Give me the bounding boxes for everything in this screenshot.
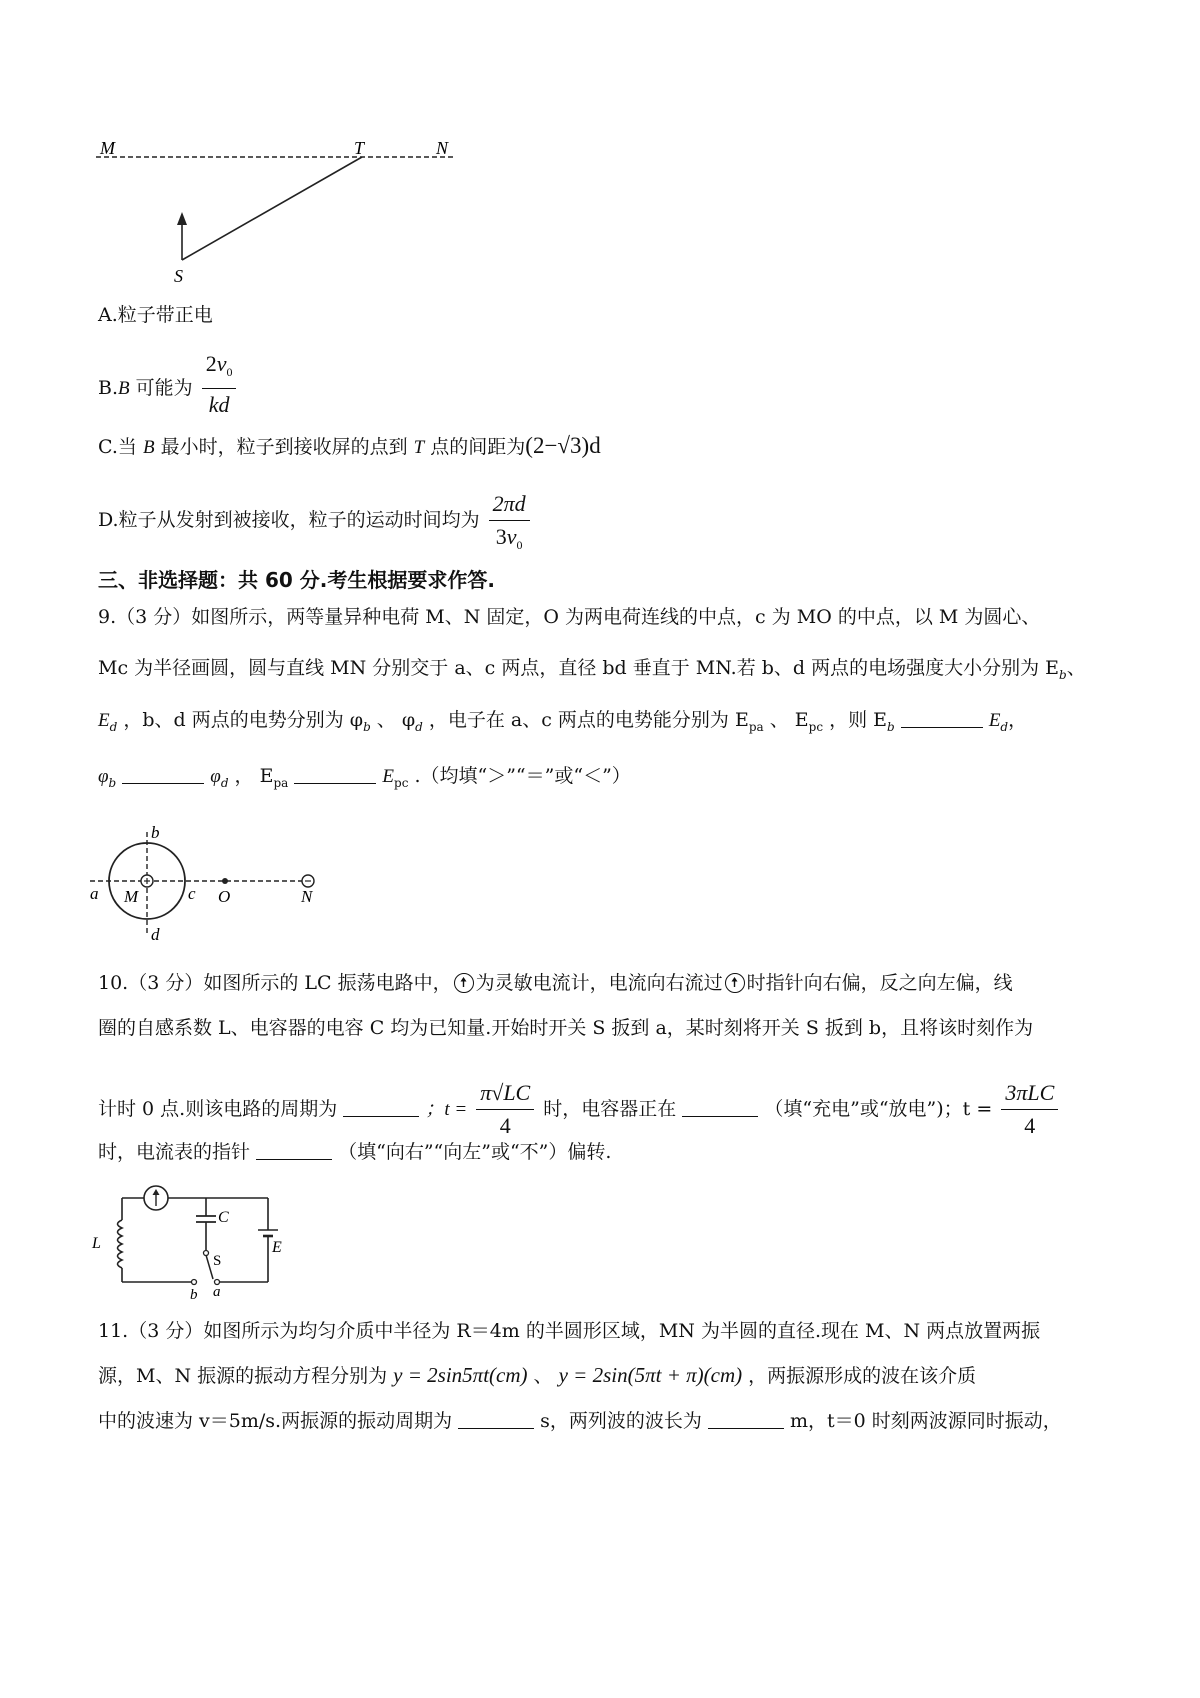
- q10-line4: 时，电流表的指针 （填“向右”“向左”或“不”）偏转.: [98, 1141, 612, 1163]
- q11-equation-1: y = 2sin5πt(cm): [393, 1363, 528, 1387]
- q9-line2: Mc 为半径画圆，圆与直线 MN 分别交于 a、c 两点，直径 bd 垂直于 MN.若 b、d 两点的电场强度大小分别为 $E_b$、: [98, 657, 1086, 682]
- q10-blank-1[interactable]: [343, 1098, 419, 1117]
- switch-pivot: [204, 1251, 209, 1256]
- label-a: a: [90, 884, 99, 903]
- q11-line3: 中的波速为 v＝5m/s.两振源的振动周期为 s，两列波的波长为 m，t＝0 时刻两波源同时振动，: [98, 1410, 1062, 1432]
- label-b: b: [151, 823, 160, 842]
- q10-blank-2[interactable]: [682, 1098, 758, 1117]
- contact-b: [192, 1280, 197, 1285]
- q11-equation-2: y = 2sin(5πt + π)(cm): [558, 1363, 743, 1387]
- option-b: B.B 可能为 $\frac{2v_0}{kd}$: [98, 350, 239, 419]
- q11-line1: 11.（3 分）如图所示为均匀介质中半径为 R＝4m 的半圆形区域，MN 为半圆的直径.现在 M、N 两点放置两振: [98, 1320, 1041, 1342]
- option-c-expression: (2−√3)d: [525, 433, 601, 458]
- st-line: [182, 157, 362, 260]
- option-d-fraction: $\frac{2\pi d}{3v_0}$: [489, 490, 530, 559]
- q10-line1: 10.（3 分）如图所示的 LC 振荡电路中， 为灵敏电流计，电流向右流过 时指针向右偏，反之向左偏，线: [98, 972, 1013, 994]
- q11-line2: 源，M、N 振源的振动方程分别为 y = 2sin5πt(cm) 、 y = 2sin(5πt + π)(cm) ，两振源形成的波在该介质: [98, 1363, 977, 1387]
- q9-line4: $\varphi_b$ $\varphi_d$ ， $E_{pa}$ $E_{pc}$ .（均填“＞”“＝”或“＜”）: [98, 765, 631, 790]
- label-d: d: [151, 925, 160, 944]
- q10-fraction-1: $\frac{\pi√LC}{4}$: [476, 1079, 534, 1140]
- galvanometer-icon: [725, 973, 745, 993]
- q9-blank-3[interactable]: [294, 765, 376, 784]
- q9-line3: $E_d$ ，b、d 两点的电势分别为 $\varphi_b$ 、 $\varphi_d$ ，电子在 a、c 两点的电势能分别为 $E_{pa}$ 、 $E_{pc}$ ，则 $E_b$ $E_d$，: [98, 709, 1028, 734]
- q10-fraction-2: $\frac{\text{3πLC}}{4}$: [1001, 1079, 1058, 1140]
- point-O: [222, 878, 228, 884]
- option-b-fraction: $\frac{2v_0}{kd}$: [202, 350, 237, 419]
- label-a: a: [213, 1284, 221, 1300]
- q10-blank-3[interactable]: [256, 1141, 332, 1160]
- q11-blank-1[interactable]: [458, 1410, 534, 1429]
- q9-blank-2[interactable]: [122, 765, 204, 784]
- switch-arm: [206, 1255, 213, 1279]
- galvanometer-icon: [454, 973, 474, 993]
- q9-blank-1[interactable]: [901, 709, 983, 728]
- option-d: D.粒子从发射到被接收，粒子的运动时间均为 $\frac{2\pi d}{3v_0}$: [98, 490, 533, 559]
- label-S: S: [213, 1253, 222, 1269]
- q10-lc-circuit-diagram: [86, 1180, 286, 1302]
- option-c: C.当 B 最小时，粒子到接收屏的点到 T 点的间距为(2−√3)d: [98, 433, 601, 458]
- label-S: S: [174, 266, 183, 286]
- figure-mtn-diagram: [90, 130, 470, 290]
- q11-blank-2[interactable]: [708, 1410, 784, 1429]
- label-N: N: [436, 138, 449, 158]
- q10-line3: 计时 0 点.则该电路的周期为 ；t = $\frac{\pi√LC}{4}$ 时，电容器正在 （填“充电”或“放电”)；t = $\frac{\text{3πLC}}{4}$: [98, 1079, 1061, 1140]
- label-M: M: [100, 138, 115, 158]
- label-L: L: [92, 1235, 101, 1252]
- q9-charge-diagram: [86, 822, 336, 944]
- arrow-head: [177, 212, 187, 225]
- section-heading: 三、非选择题：共 60 分.考生根据要求作答.: [98, 568, 495, 592]
- option-a: A.粒子带正电: [98, 304, 213, 326]
- q9-line1: 9.（3 分）如图所示，两等量异种电荷 M、N 固定，O 为两电荷连线的中点，c 为 MO 的中点，以 M 为圆心、: [98, 606, 1041, 628]
- label-O: O: [218, 887, 231, 906]
- q10-line2: 圈的自感系数 L、电容器的电容 C 均为已知量.开始时开关 S 扳到 a，某时刻将开关 S 扳到 b，且将该时刻作为: [98, 1017, 1034, 1039]
- label-M: M: [124, 887, 139, 906]
- label-C: C: [218, 1209, 229, 1226]
- label-N: N: [301, 887, 313, 906]
- label-c: c: [188, 884, 196, 903]
- label-b: b: [190, 1287, 198, 1302]
- inductor-coil: [118, 1220, 123, 1268]
- label-T: T: [354, 138, 365, 158]
- label-E: E: [272, 1239, 282, 1256]
